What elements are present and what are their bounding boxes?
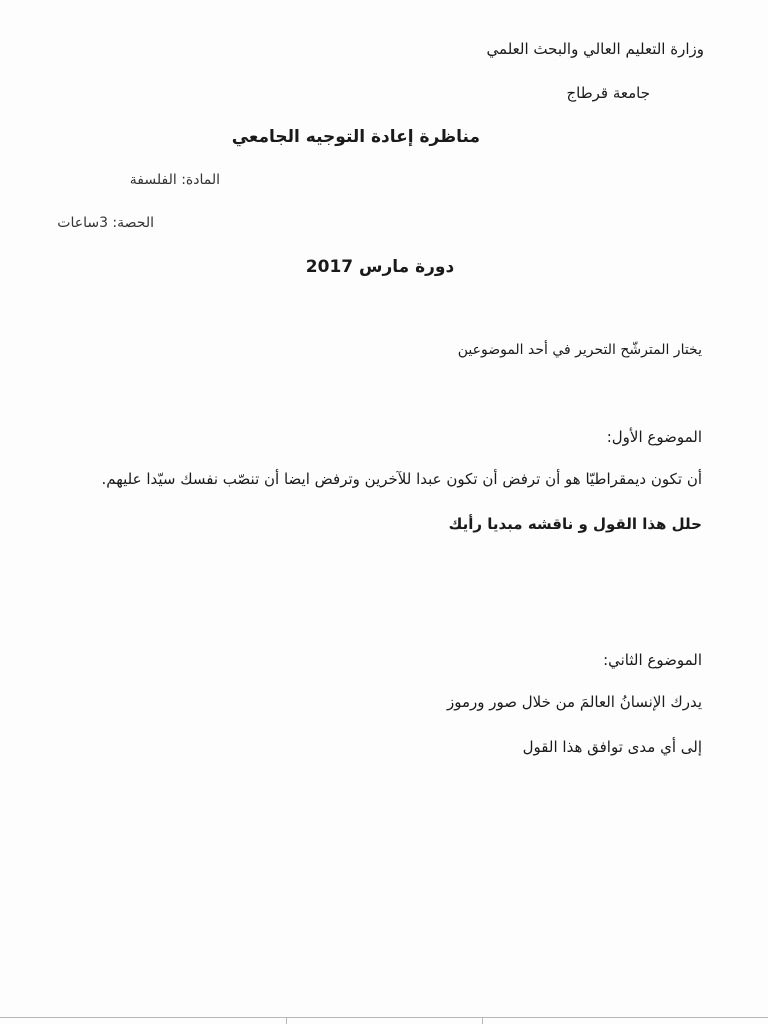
topic-1-heading: الموضوع الأول: — [606, 428, 702, 446]
topic-1-quote: أن تكون ديمقراطيّا هو أن ترفض أن تكون عبدا للآخرين وترفض ايضا أن تنصّب نفسك سيّدا عليهم. — [101, 470, 702, 488]
duration-label: الحصة: 3ساعات — [57, 215, 154, 231]
topic-2-task: إلى أي مدى توافق هذا القول — [522, 738, 702, 756]
topic-2-quote: يدرك الإنسانُ العالمَ من خلال صور ورموز — [446, 693, 702, 711]
topic-1-task: حلل هذا القول و ناقشه مبديا رأيك — [448, 515, 702, 533]
subject-label: المادة: الفلسفة — [129, 172, 220, 188]
session-title: دورة مارس 2017 — [305, 257, 455, 277]
ministry-name: وزارة التعليم العالي والبحث العلمي — [486, 40, 704, 58]
exam-title: مناظرة إعادة التوجيه الجامعي — [231, 127, 480, 147]
instruction-text: يختار المترشّح التحرير في أحد الموضوعين — [457, 342, 702, 358]
scan-edge-mark — [482, 1017, 483, 1024]
topic-2-heading: الموضوع الثاني: — [603, 651, 702, 669]
university-name: جامعة قرطاج — [566, 84, 650, 102]
scan-bottom-edge — [0, 1017, 768, 1018]
scan-edge-mark — [286, 1017, 287, 1024]
